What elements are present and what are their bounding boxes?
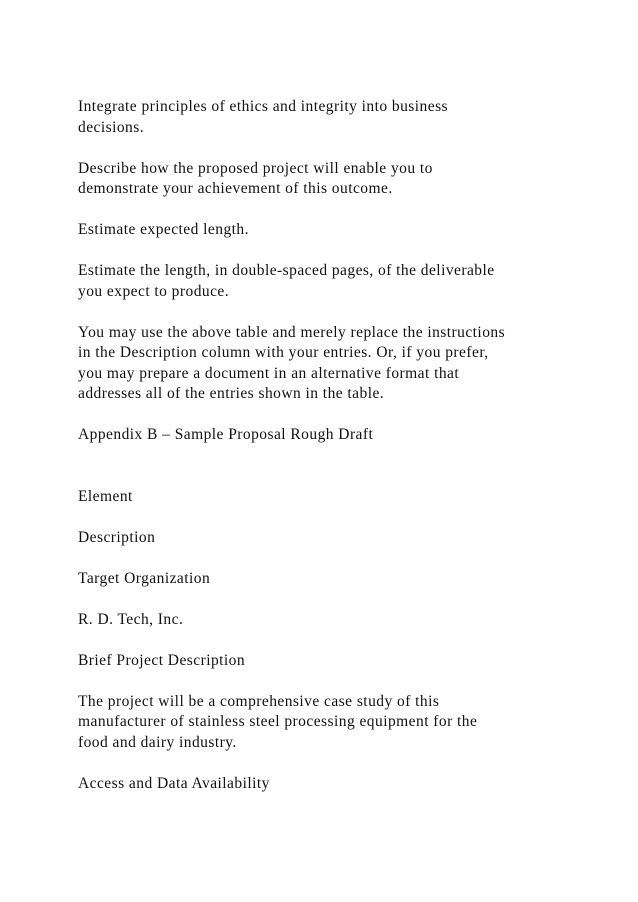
value-target-organization: R. D. Tech, Inc. — [78, 610, 184, 628]
appendix-heading: Appendix B – Sample Proposal Rough Draft — [78, 426, 374, 443]
paragraph-ethics-outcome: Integrate principles of ethics and integrity into business decisions. — [78, 98, 449, 136]
paragraph-outcome-description: Describe how the proposed project will enable you to demonstrate your achievement of this outcome. — [78, 159, 433, 197]
element-target-organization: Target Organization — [78, 569, 211, 587]
paragraph-estimate-length-heading: Estimate expected length. — [78, 221, 249, 238]
element-brief-project-description: Brief Project Description — [78, 651, 246, 669]
table-header-description: Description — [78, 528, 156, 546]
element-access-data-availability: Access and Data Availability — [78, 774, 270, 792]
table-header-element: Element — [78, 487, 133, 505]
value-brief-project-description: The project will be a comprehensive case study of this manufacturer of stainless steel processing equipment for the food and dairy industry. — [78, 692, 478, 751]
paragraph-table-instructions: You may use the above table and merely replace the instructions in the Description column with your entries. Or, if you prefer, you may prepare a document in an alternative format that addresses all of the entries shown in the table. — [78, 323, 506, 402]
document-body — [78, 97, 578, 815]
paragraph-estimate-length-instructions: Estimate the length, in double-spaced pages, of the deliverable you expect to produce. — [78, 262, 495, 300]
